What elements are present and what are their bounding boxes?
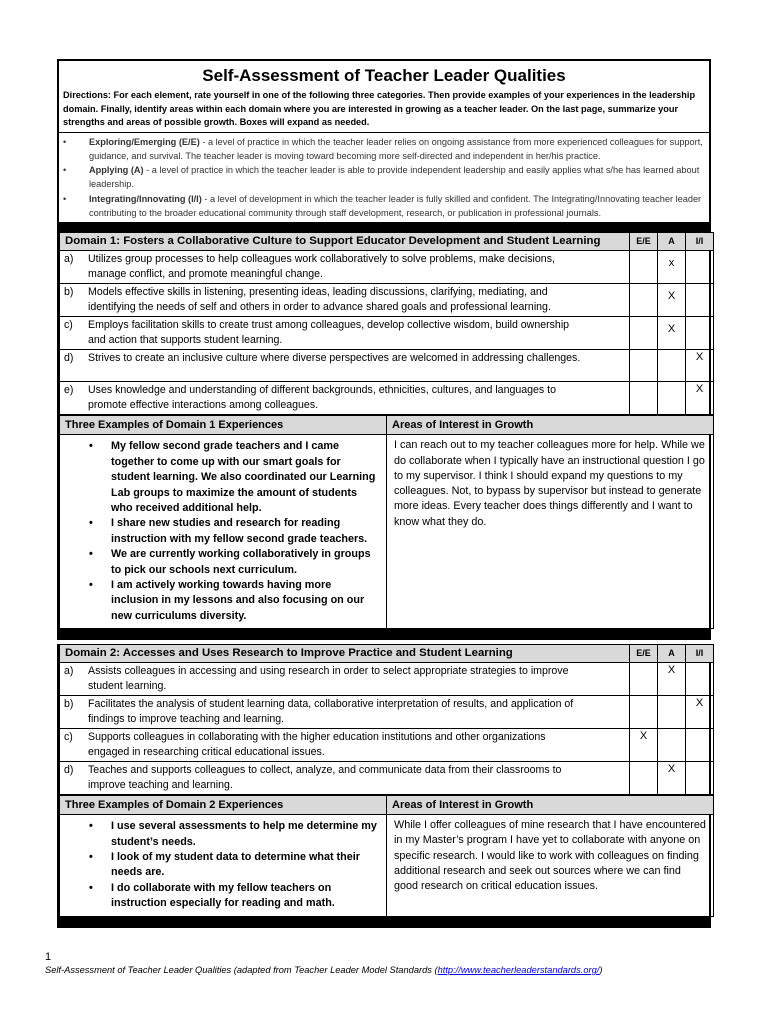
definition-text: - a level of practice in which the teacher leader is able to provide independent leadership and easily applies what s/he has learned about leadership. <box>89 165 700 190</box>
bullet-icon: • <box>89 548 93 561</box>
footer-text: Self-Assessment of Teacher Leader Qualities (adapted from Teacher Leader Model Standards ( <box>45 965 438 975</box>
item-text-cont: manage conflict, and promote meaningful change. <box>88 268 323 281</box>
rating-ii-cell[interactable]: X <box>686 696 714 729</box>
definition-term: Applying (A) <box>89 165 144 176</box>
item-text-cont: engaged in researching critical educational issues. <box>88 746 325 759</box>
assessment-page <box>57 59 711 928</box>
example-item: • I share new studies and research for reading instruction with my fellow second grade teachers. <box>89 517 368 545</box>
item-letter: b) <box>64 698 74 711</box>
example-item: • I am actively working towards having more inclusion in my lessons and also focusing on our new curriculums diversity. <box>89 578 365 622</box>
definition-item <box>63 192 705 221</box>
item-letter: a) <box>64 665 74 678</box>
rating-ee-cell[interactable] <box>630 382 658 415</box>
definition-text: - a level of development in which the teacher leader is fully skilled and confident. The Integrating/Innovating teacher leader contributing to the broader educational community through staff development, research, or publication in professional journals. <box>89 193 702 218</box>
domain2-item-a <box>60 663 714 696</box>
item-letter: c) <box>64 319 73 332</box>
bullet-icon: • <box>89 517 93 530</box>
item-text: Assists colleagues in accessing and using research in order to select appropriate strategies to improve <box>88 665 569 678</box>
item-letter: d) <box>64 352 74 365</box>
directions-text: Directions: For each element, rate yourself in one of the following three categories. Then provide examples of your experiences in the leadership domain. Finally, identify areas within each domain where you are interested in growing as a teacher leader. On the last page, summarize your strengths and areas of possible growth. Boxes will expand as needed. <box>59 87 709 133</box>
definition-item <box>63 163 705 192</box>
rating-ee-cell[interactable] <box>630 350 658 382</box>
examples-cell[interactable] <box>60 815 387 916</box>
domain2-item-d <box>60 762 714 795</box>
rating-ii-cell[interactable] <box>686 317 714 350</box>
col-a: A <box>658 645 686 663</box>
rating-ii-cell[interactable]: X <box>686 382 714 415</box>
section-divider <box>59 224 709 232</box>
examples-header: Three Examples of Domain 2 Experiences <box>60 796 387 815</box>
col-ii: I/I <box>686 233 714 251</box>
definition-term: Integrating/Innovating (I/I) <box>89 193 202 204</box>
item-text: Uses knowledge and understanding of different backgrounds, ethnicities, cultures, and languages to <box>88 384 557 397</box>
rating-ii-cell[interactable] <box>686 284 714 317</box>
growth-header: Areas of Interest in Growth <box>387 796 714 815</box>
rating-ee-cell[interactable] <box>630 317 658 350</box>
examples-header: Three Examples of Domain 1 Experiences <box>60 416 387 435</box>
bullet-icon: • <box>89 850 93 863</box>
rating-a-cell[interactable]: X <box>658 317 686 350</box>
rating-a-cell[interactable] <box>658 696 686 729</box>
domain1-item-a <box>60 251 714 284</box>
rating-ee-cell[interactable] <box>630 663 658 696</box>
domain2-section <box>57 644 711 927</box>
item-text: Strives to create an inclusive culture where diverse perspectives are welcomed in addressing challenges. <box>88 352 581 365</box>
item-text-cont: promote effective interactions among colleagues. <box>88 399 319 412</box>
rating-ii-cell[interactable] <box>686 762 714 795</box>
rating-ii-cell[interactable] <box>686 729 714 762</box>
rating-a-cell[interactable]: X <box>658 762 686 795</box>
rating-a-cell[interactable]: x <box>658 251 686 284</box>
example-item: • I do collaborate with my fellow teachers on instruction especially for reading and math. <box>89 881 335 910</box>
domain2-title: Domain 2: Accesses and Uses Research to Improve Practice and Student Learning <box>60 645 630 663</box>
item-letter: d) <box>64 764 74 777</box>
domain1-section <box>57 224 711 640</box>
rating-a-cell[interactable]: X <box>658 284 686 317</box>
item-letter: a) <box>64 253 74 266</box>
col-ee: E/E <box>630 233 658 251</box>
item-text: Teaches and supports colleagues to collect, analyze, and communicate data from their classrooms to <box>88 764 562 777</box>
item-text: Models effective skills in listening, presenting ideas, leading discussions, clarifying, mediating, and <box>88 286 548 299</box>
domain1-item-d <box>60 350 714 382</box>
page-footer <box>45 965 602 975</box>
bullet-icon: • <box>63 165 67 176</box>
bullet-icon: • <box>63 193 67 204</box>
rating-ee-cell[interactable] <box>630 284 658 317</box>
col-a: A <box>658 233 686 251</box>
section-divider <box>59 629 709 638</box>
bullet-icon: • <box>89 578 93 591</box>
rating-a-cell[interactable]: X <box>658 663 686 696</box>
rating-ee-cell[interactable] <box>630 251 658 284</box>
rating-ii-cell[interactable] <box>686 663 714 696</box>
rating-ii-cell[interactable]: X <box>686 350 714 382</box>
definition-item <box>63 135 705 164</box>
item-letter: c) <box>64 731 73 744</box>
example-item: • We are currently working collaboratively in groups to pick our schools next curriculum. <box>89 548 371 576</box>
definition-text: - a level of practice in which the teacher leader relies on ongoing assistance from more experienced colleagues for support, guidance, and survival. The teacher leader is moving toward becoming more self-directed and independent in her/his practice. <box>89 136 703 161</box>
growth-cell[interactable] <box>387 815 714 916</box>
domain1-examples-table <box>59 415 714 629</box>
rating-definitions <box>59 133 709 223</box>
growth-text: While I offer colleagues of mine research that I have encountered in my Master’s program I have yet to collaborate with anyone on specific research. I would like to work with colleagues on finding additional research and seek out sources where we can find good research on critical education issues. <box>394 819 706 893</box>
footer-link[interactable]: http://www.teacherleaderstandards.org/ <box>437 965 600 975</box>
item-text-cont: identifying the needs of self and others in order to advance shared goals and professional learning. <box>88 301 551 314</box>
item-text-cont: and action that supports student learning. <box>88 334 283 347</box>
examples-list <box>61 816 385 914</box>
rating-ee-cell[interactable]: X <box>630 729 658 762</box>
item-text: Facilitates the analysis of student learning data, collaborative interpretation of results, and application of <box>88 698 574 711</box>
intro-box <box>57 59 711 224</box>
item-text-cont: student learning. <box>88 680 167 693</box>
item-text-cont: findings to improve teaching and learning. <box>88 713 285 726</box>
examples-list <box>61 436 385 627</box>
domain2-item-b <box>60 696 714 729</box>
bullet-icon: • <box>89 440 93 453</box>
col-ee: E/E <box>630 645 658 663</box>
rating-a-cell[interactable] <box>658 382 686 415</box>
rating-a-cell[interactable] <box>658 350 686 382</box>
bullet-icon: • <box>89 820 93 833</box>
item-text: Employs facilitation skills to create trust among colleagues, develop collective wisdom, build ownership <box>88 319 570 332</box>
example-item: • My fellow second grade teachers and I came together to come up with our smart goals for student learning. We also coordinated our Learning Lab groups to maximize the amount of students who received additional help. <box>89 440 376 514</box>
item-letter: e) <box>64 384 74 397</box>
rating-ii-cell[interactable] <box>686 251 714 284</box>
bullet-icon: • <box>63 136 67 147</box>
page-title: Self-Assessment of Teacher Leader Qualities <box>202 66 566 85</box>
item-text-cont: improve teaching and learning. <box>88 779 233 792</box>
item-text: Utilizes group processes to help colleagues work collaboratively to solve problems, make decisions, <box>88 253 555 266</box>
domain1-item-b <box>60 284 714 317</box>
item-text: Supports colleagues in collaborating with the higher education institutions and other organizations <box>88 731 546 744</box>
examples-cell[interactable] <box>60 435 387 629</box>
rating-ee-cell[interactable] <box>630 762 658 795</box>
growth-header: Areas of Interest in Growth <box>387 416 714 435</box>
item-letter: b) <box>64 286 74 299</box>
domain2-examples-table <box>59 795 714 916</box>
rating-a-cell[interactable] <box>658 729 686 762</box>
rating-ee-cell[interactable] <box>630 696 658 729</box>
definition-term: Exploring/Emerging (E/E) <box>89 136 200 147</box>
domain1-item-e <box>60 382 714 415</box>
col-ii: I/I <box>686 645 714 663</box>
growth-cell[interactable] <box>387 435 714 629</box>
section-divider <box>59 917 709 926</box>
domain1-item-c <box>60 317 714 350</box>
page-number: 1 <box>45 951 52 963</box>
example-item: • I use several assessments to help me determine my student’s needs. <box>89 820 377 848</box>
domain1-title: Domain 1: Fosters a Collaborative Culture to Support Educator Development and Student Learning <box>60 233 630 251</box>
domain2-item-c <box>60 729 714 762</box>
growth-text: I can reach out to my teacher colleagues more for help. While we do collaborate when I typically have an instructional question I go to my supervisor. I think I should expand my questions to my colleagues. Not, to bypass by supervisor but instead to generate more ideas. Every teacher does things differently and I want to know what they do. <box>394 439 705 528</box>
domain2-rating-table <box>59 644 714 795</box>
domain1-rating-table <box>59 232 714 415</box>
footer-close: ) <box>599 965 603 975</box>
bullet-icon: • <box>89 881 93 894</box>
example-item: • I look of my student data to determine what their needs are. <box>89 850 360 879</box>
